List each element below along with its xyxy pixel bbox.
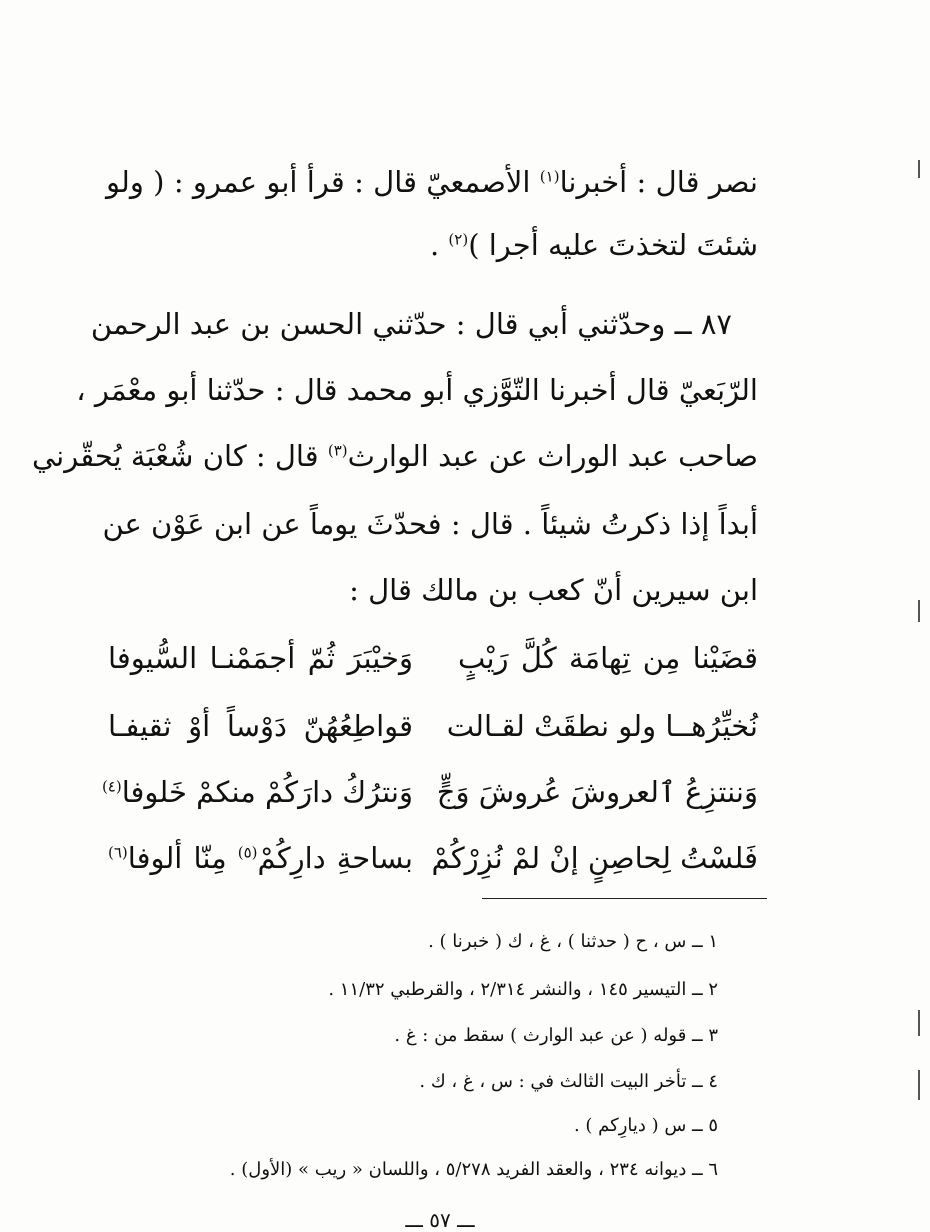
footnote-4 bbox=[419, 1068, 718, 1096]
footnote-ref-4[interactable]: (٤) bbox=[101, 777, 122, 796]
body-line-3 bbox=[90, 304, 732, 344]
body-line-2-rest: . bbox=[429, 228, 449, 262]
body-line-7-text: ابن سيرين أنّ كعب بن مالك قال : bbox=[349, 573, 758, 607]
footnote-2 bbox=[328, 976, 718, 1004]
scan-edge-mark-mid bbox=[918, 600, 920, 622]
scan-edge-mark-top bbox=[918, 160, 920, 178]
footnote-ref-3[interactable]: (٣) bbox=[327, 441, 348, 460]
footnote-ref-5[interactable]: (٥) bbox=[237, 843, 258, 862]
body-line-4 bbox=[76, 370, 758, 410]
body-line-7 bbox=[106, 570, 758, 610]
body-line-5 bbox=[31, 436, 758, 476]
verse-2-first-hemistich bbox=[446, 706, 758, 746]
body-line-4-text: الرّبَعيّ قال أخبرنا التّوَّزي أبو محمد قال : حدّثنا أبو معْمَر ، bbox=[76, 373, 758, 407]
body-line-5-rest: قال : كان شُعْبَة يُحقّرني bbox=[31, 439, 328, 473]
footnote-5-text: ٥ ــ س ( ديارِكم ) . bbox=[573, 1115, 718, 1136]
footnote-4-text: ٤ ــ تأخر البيت الثالث في : س ، غ ، ك . bbox=[419, 1071, 718, 1092]
verse-1-first-text: قضَيْنا مِن تِهامَة كُلَّ رَيْبٍ bbox=[458, 641, 758, 675]
body-line-1-text: نصر قال : أخبرنا bbox=[559, 165, 758, 199]
footnote-ref-1[interactable]: (١) bbox=[539, 167, 560, 186]
scan-edge-mark-bottom bbox=[918, 1010, 920, 1036]
footnote-ref-2[interactable]: (٢) bbox=[448, 230, 469, 249]
body-line-5-text: صاحب عبد الوراث عن عبد الوارث bbox=[347, 439, 758, 473]
footnote-6 bbox=[230, 1156, 718, 1184]
footnote-ref-6[interactable]: (٦) bbox=[108, 843, 128, 862]
body-line-2-text: شئتَ لتخذتَ عليه أجرا ) bbox=[468, 228, 758, 262]
body-line-1 bbox=[106, 162, 758, 202]
verse-3-second-hemistich bbox=[101, 772, 413, 812]
verse-1-second-hemistich bbox=[108, 638, 413, 678]
verse-4-second-text: بساحةِ دارِكُمْ bbox=[257, 841, 413, 875]
verse-3-second-text: وَنترُكُ دارَكُمْ منكمْ خَلوفا bbox=[121, 775, 413, 809]
verse-2-second-text: قواطِعُهُنّ دَوْساً أوْ ثقيفـا bbox=[108, 709, 413, 743]
footnote-2-text: ٢ ــ التيسير ١٤٥ ، والنشر ٢/٣١٤ ، والقرطبي ١١/٣٢ . bbox=[328, 979, 718, 1000]
verse-1-second-text: وَخيْبَرَ ثُمّ أجمَمْنـا السُّيوفا bbox=[108, 641, 413, 675]
footnote-5 bbox=[574, 1112, 718, 1140]
verse-3-first-hemistich bbox=[436, 772, 758, 812]
verse-3-first-text: وَننتزِعُ ٱلعروشَ عُروشَ وَجٍّ bbox=[436, 775, 758, 809]
footnote-3 bbox=[394, 1022, 718, 1050]
verse-4-first-text: فَلسْتُ لِحاصِنٍ إنْ لمْ نُزِرْكُمْ bbox=[431, 841, 758, 875]
body-line-6-text: أبداً إذا ذكرتُ شيئاً . قال : فحدّثَ يوماً عن ابن عَوْن عن bbox=[102, 507, 758, 541]
footnote-3-text: ٣ ــ قوله ( عن عبد الوارث ) سقط من : غ . bbox=[394, 1025, 718, 1046]
footnote-separator bbox=[482, 898, 767, 899]
footnote-1 bbox=[428, 928, 718, 956]
verse-4-first-hemistich bbox=[431, 838, 758, 878]
page-number: ـــ ٥٧ ـــ bbox=[405, 1208, 475, 1232]
footnote-6-text: ٦ ــ ديوانه ٢٣٤ ، والعقد الفريد ٥/٢٧٨ ، واللسان « ريب » (الأول) . bbox=[229, 1159, 718, 1180]
scan-edge-mark-bottom-2 bbox=[918, 1070, 920, 1100]
verse-4-second-hemistich bbox=[108, 838, 413, 878]
verse-2-first-text: نُخيِّرُهــا ولو نطقَتْ لقـالت bbox=[446, 709, 758, 743]
body-line-6 bbox=[102, 504, 758, 544]
body-line-2 bbox=[106, 225, 758, 265]
verse-1-first-hemistich bbox=[458, 638, 758, 678]
body-line-1-rest: الأصمعيّ قال : قرأ أبو عمرو : ( ولو bbox=[106, 165, 540, 199]
body-line-3-text: ٨٧ ــ وحدّثني أبي قال : حدّثني الحسن بن عبد الرحمن bbox=[90, 307, 732, 341]
verse-4-second-rest: مِنّا ألوفا bbox=[127, 841, 238, 875]
footnote-1-text: ١ ــ س ، ح ( حدثنا ) ، غ ، ك ( خبرنا ) . bbox=[428, 931, 718, 952]
verse-2-second-hemistich bbox=[108, 706, 413, 746]
